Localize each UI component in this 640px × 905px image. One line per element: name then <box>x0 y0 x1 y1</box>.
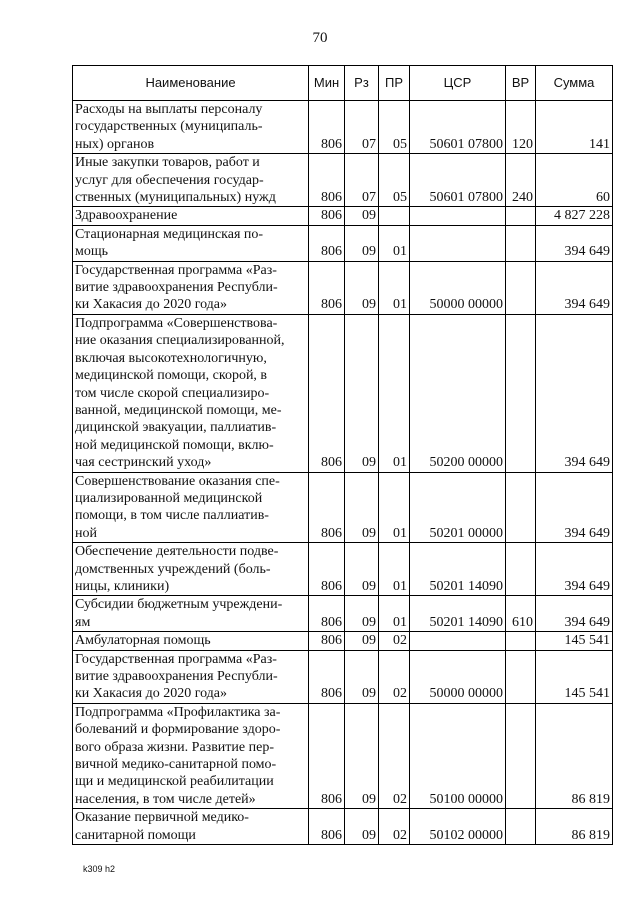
row-vr <box>506 207 536 225</box>
row-min: 806 <box>309 225 345 261</box>
header-name: Наименование <box>73 66 309 101</box>
row-vr: 240 <box>506 154 536 207</box>
row-rz: 09 <box>345 650 379 703</box>
row-pr: 02 <box>379 632 410 650</box>
row-min: 806 <box>309 314 345 472</box>
header-min: Мин <box>309 66 345 101</box>
row-csr <box>410 207 506 225</box>
header-rz: Рз <box>345 66 379 101</box>
row-sum: 394 649 <box>536 314 613 472</box>
row-name: Здравоохранение <box>73 207 309 225</box>
row-pr: 01 <box>379 225 410 261</box>
row-sum: 145 541 <box>536 632 613 650</box>
row-csr: 50201 00000 <box>410 472 506 543</box>
row-pr: 01 <box>379 472 410 543</box>
row-min: 806 <box>309 261 345 314</box>
row-name: Государственная программа «Раз- витие здравоохранения Республи- ки Хакасия до 2020 года» <box>73 650 309 703</box>
row-pr: 05 <box>379 154 410 207</box>
row-csr: 50000 00000 <box>410 650 506 703</box>
row-rz: 07 <box>345 154 379 207</box>
row-min: 806 <box>309 543 345 596</box>
header-sum: Сумма <box>536 66 613 101</box>
row-vr <box>506 225 536 261</box>
row-min: 806 <box>309 472 345 543</box>
row-name: Расходы на выплаты персоналу государственных (муниципаль- ных) органов <box>73 101 309 154</box>
footer-code: k309 h2 <box>83 864 116 874</box>
table-row <box>73 154 613 207</box>
table-row <box>73 809 613 845</box>
row-csr: 50100 00000 <box>410 703 506 808</box>
header-vr: ВР <box>506 66 536 101</box>
row-rz: 09 <box>345 703 379 808</box>
row-pr: 01 <box>379 314 410 472</box>
row-rz: 09 <box>345 809 379 845</box>
row-rz: 09 <box>345 314 379 472</box>
header-csr: ЦСР <box>410 66 506 101</box>
row-name: Амбулаторная помощь <box>73 632 309 650</box>
row-sum: 145 541 <box>536 650 613 703</box>
row-rz: 09 <box>345 261 379 314</box>
row-sum: 86 819 <box>536 703 613 808</box>
row-pr: 05 <box>379 101 410 154</box>
table-body <box>73 101 613 845</box>
row-name: Обеспечение деятельности подве- домственных учреждений (боль- ницы, клиники) <box>73 543 309 596</box>
row-rz: 09 <box>345 632 379 650</box>
row-pr: 01 <box>379 261 410 314</box>
row-name: Государственная программа «Раз- витие здравоохранения Республи- ки Хакасия до 2020 года» <box>73 261 309 314</box>
row-rz: 09 <box>345 207 379 225</box>
row-csr: 50201 14090 <box>410 543 506 596</box>
row-name: Совершенствование оказания спе- циализированной медицинской помощи, в том числе паллиатив- ной <box>73 472 309 543</box>
table-row <box>73 543 613 596</box>
header-pr: ПР <box>379 66 410 101</box>
row-sum: 141 <box>536 101 613 154</box>
row-vr: 120 <box>506 101 536 154</box>
table-row <box>73 314 613 472</box>
row-csr: 50102 00000 <box>410 809 506 845</box>
table-row <box>73 650 613 703</box>
row-vr: 610 <box>506 596 536 632</box>
table-row <box>73 472 613 543</box>
row-name: Стационарная медицинская по- мощь <box>73 225 309 261</box>
row-pr <box>379 207 410 225</box>
page-number: 70 <box>312 30 328 46</box>
row-csr: 50601 07800 <box>410 154 506 207</box>
row-min: 806 <box>309 809 345 845</box>
row-min: 806 <box>309 650 345 703</box>
row-vr <box>506 809 536 845</box>
row-csr: 50201 14090 <box>410 596 506 632</box>
row-pr: 01 <box>379 543 410 596</box>
row-sum: 394 649 <box>536 261 613 314</box>
row-pr: 02 <box>379 650 410 703</box>
row-min: 806 <box>309 101 345 154</box>
row-name: Субсидии бюджетным учреждени- ям <box>73 596 309 632</box>
row-name: Оказание первичной медико- санитарной помощи <box>73 809 309 845</box>
row-sum: 394 649 <box>536 472 613 543</box>
row-min: 806 <box>309 154 345 207</box>
row-pr: 02 <box>379 703 410 808</box>
row-rz: 09 <box>345 225 379 261</box>
row-vr <box>506 703 536 808</box>
row-sum: 394 649 <box>536 596 613 632</box>
row-vr <box>506 261 536 314</box>
row-vr <box>506 543 536 596</box>
row-sum: 394 649 <box>536 225 613 261</box>
table-row <box>73 703 613 808</box>
row-sum: 4 827 228 <box>536 207 613 225</box>
table-row <box>73 596 613 632</box>
row-vr <box>506 314 536 472</box>
row-min: 806 <box>309 703 345 808</box>
row-sum: 60 <box>536 154 613 207</box>
row-min: 806 <box>309 632 345 650</box>
row-pr: 01 <box>379 596 410 632</box>
row-sum: 86 819 <box>536 809 613 845</box>
row-name: Иные закупки товаров, работ и услуг для обеспечения государ- ственных (муниципальных) нужд <box>73 154 309 207</box>
row-name: Подпрограмма «Профилактика за- болеваний и формирование здоро- вого образа жизни. Развитие пер- вичной медико-санитарной помо- щи и медицинской реабилитации населения, в том числе детей» <box>73 703 309 808</box>
table-header-row <box>73 66 613 101</box>
row-pr: 02 <box>379 809 410 845</box>
row-rz: 09 <box>345 596 379 632</box>
table-row <box>73 632 613 650</box>
row-csr <box>410 632 506 650</box>
budget-table <box>72 65 613 845</box>
row-rz: 09 <box>345 543 379 596</box>
row-csr: 50601 07800 <box>410 101 506 154</box>
table-row <box>73 261 613 314</box>
row-csr: 50200 00000 <box>410 314 506 472</box>
row-csr: 50000 00000 <box>410 261 506 314</box>
row-vr <box>506 632 536 650</box>
table-row <box>73 207 613 225</box>
table-row <box>73 225 613 261</box>
row-name: Подпрограмма «Совершенствова- ние оказания специализированной, включая высокотехнологичную, медицинской помощи, скорой, в том числе скорой специализиро- ванной, медицинской помощи, ме- дицинской эвакуации, паллиатив- ной медицинской помощи, вклю- чая сестринский уход» <box>73 314 309 472</box>
row-vr <box>506 472 536 543</box>
row-min: 806 <box>309 207 345 225</box>
row-rz: 07 <box>345 101 379 154</box>
row-rz: 09 <box>345 472 379 543</box>
row-sum: 394 649 <box>536 543 613 596</box>
table-row <box>73 101 613 154</box>
row-csr <box>410 225 506 261</box>
row-min: 806 <box>309 596 345 632</box>
row-vr <box>506 650 536 703</box>
